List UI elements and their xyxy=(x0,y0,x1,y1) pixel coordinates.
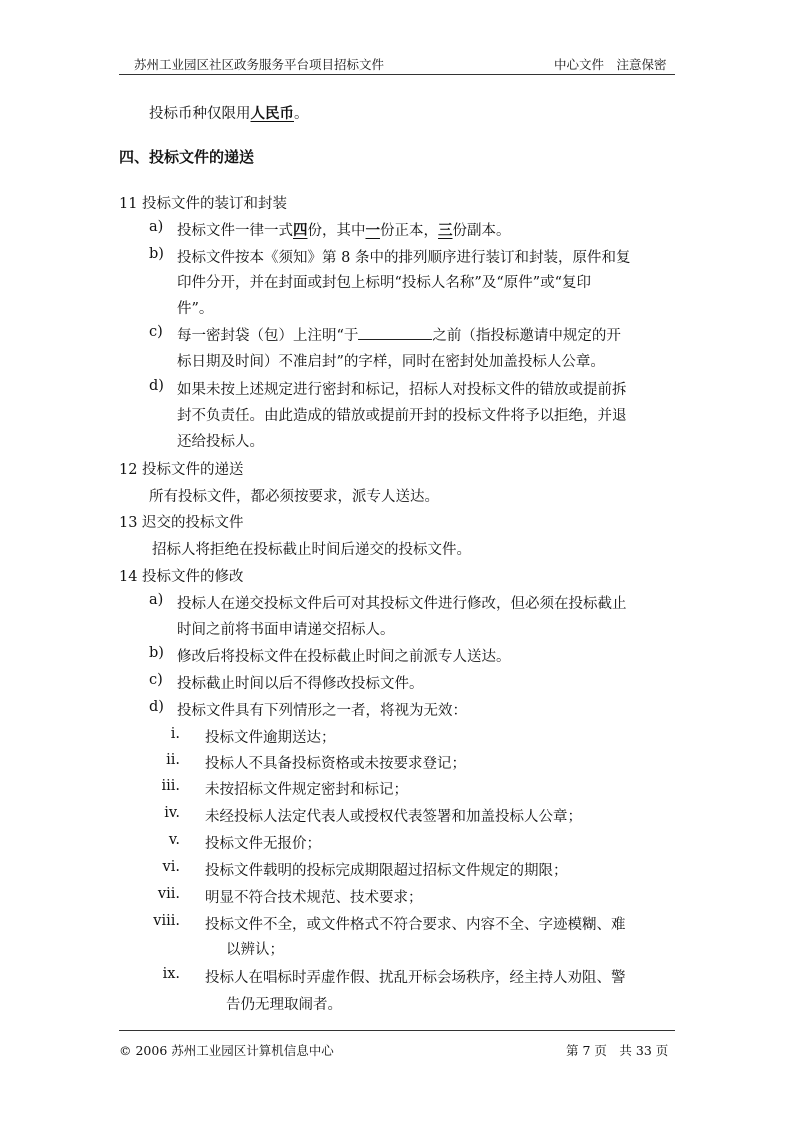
s14-b-text: 修改后将投标文件在投标截止时间之前派专人送达。 xyxy=(177,649,511,665)
s11-b-line2: 印件分开，并在封面或封包上标明“投标人名称”及“原件”或“复印 xyxy=(177,275,592,291)
roman-6-text: 投标文件载明的投标完成期限超过招标文件规定的期限； xyxy=(205,863,568,879)
currency-value: 人民币 xyxy=(250,105,294,122)
s11-title: 11 投标文件的装订和封装 xyxy=(119,196,288,212)
s11-a-n3: 三 xyxy=(438,222,453,239)
s11-a-text xyxy=(177,219,511,240)
s11-a-n1: 四 xyxy=(293,222,308,239)
s11-c-line1a: 每一密封袋（包）上注明“于 xyxy=(177,328,359,344)
roman-2-num: ii. xyxy=(166,752,180,768)
s11-a-n2: 一 xyxy=(365,222,380,239)
s11-a-t4: 份副本。 xyxy=(452,223,511,239)
header-right: 中心文件 注意保密 xyxy=(554,57,667,72)
roman-9-num: ix. xyxy=(162,966,180,982)
roman-8-num: viii. xyxy=(153,913,180,929)
s14-d-text: 投标文件具有下列情形之一者，将视为无效： xyxy=(177,703,467,719)
footer-left: © 2006 苏州工业园区计算机信息中心 xyxy=(119,1043,334,1058)
roman-5-text: 投标文件无报价； xyxy=(205,836,321,852)
s14-c-text: 投标截止时间以后不得修改投标文件。 xyxy=(177,676,424,692)
s11-c-line1b: 之前（指投标邀请中规定的开 xyxy=(432,328,621,344)
roman-4-num: iv. xyxy=(164,805,180,821)
currency-line xyxy=(149,102,309,123)
roman-3-num: iii. xyxy=(161,778,180,794)
roman-8-text: 投标文件不全，或文件格式不符合要求、内容不全、字迹模糊、难 xyxy=(205,917,626,933)
date-blank xyxy=(358,327,432,340)
roman-9-text: 投标人在唱标时弄虚作假、扰乱开标会场秩序，经主持人劝阻、警 xyxy=(205,970,626,986)
s14-d-marker: d) xyxy=(149,699,164,715)
roman-5-num: v. xyxy=(168,832,180,848)
roman-8-text2: 以辨认； xyxy=(226,942,284,958)
s11-c-line2: 标日期及时间）不准启封”的字样，同时在密封处加盖投标人公章。 xyxy=(177,354,605,370)
s14-title: 14 投标文件的修改 xyxy=(119,569,244,585)
roman-6-num: vi. xyxy=(162,859,180,875)
section-title: 四、投标文件的递送 xyxy=(119,148,255,166)
s14-a-marker: a) xyxy=(149,592,164,608)
s11-b-line3: 件”。 xyxy=(177,301,214,317)
s12-text: 所有投标文件，都必须按要求，派专人送达。 xyxy=(149,489,439,505)
s11-a-marker: a) xyxy=(149,219,164,235)
s11-c-marker: c) xyxy=(149,324,163,340)
roman-7-text: 明显不符合技术规范、技术要求； xyxy=(205,890,423,906)
roman-4-text: 未经投标人法定代表人或授权代表签署和加盖投标人公章； xyxy=(205,809,582,825)
roman-9-text2: 告仍无理取闹者。 xyxy=(226,997,342,1013)
s11-c-line1 xyxy=(177,324,621,345)
currency-suffix: 。 xyxy=(294,106,309,122)
currency-prefix: 投标币种仅限用 xyxy=(149,106,251,122)
s11-b-line1: 投标文件按本《须知》第 8 条中的排列顺序进行装订和封装，原件和复 xyxy=(177,250,631,266)
header-rule xyxy=(119,74,675,75)
roman-2-text: 投标人不具备投标资格或未按要求登记； xyxy=(205,756,466,772)
s11-d-line1: 如果未按上述规定进行密封和标记，招标人对投标文件的错放或提前拆 xyxy=(177,382,627,398)
s12-title: 12 投标文件的递送 xyxy=(119,462,244,478)
roman-1-num: i. xyxy=(170,726,180,742)
header-left: 苏州工业园区社区政务服务平台项目招标文件 xyxy=(134,57,385,72)
s11-d-marker: d) xyxy=(149,378,164,394)
footer-right: 第 7 页 共 33 页 xyxy=(566,1043,669,1058)
s14-b-marker: b) xyxy=(149,645,164,661)
s14-a-line1: 投标人在递交投标文件后可对其投标文件进行修改，但必须在投标截止 xyxy=(177,596,627,612)
s14-c-marker: c) xyxy=(149,672,163,688)
s11-b-marker: b) xyxy=(149,246,164,262)
roman-1-text: 投标文件逾期送达； xyxy=(205,730,336,746)
s13-text: 招标人将拒绝在投标截止时间后递交的投标文件。 xyxy=(152,542,471,558)
s14-a-line2: 时间之前将书面申请递交招标人。 xyxy=(177,622,395,638)
footer-rule xyxy=(119,1030,675,1031)
roman-7-num: vii. xyxy=(157,886,180,902)
s11-a-t3: 份正本， xyxy=(380,223,438,239)
s11-a-t1: 投标文件一律一式 xyxy=(177,223,293,239)
s11-d-line2: 封不负责任。由此造成的错放或提前开封的投标文件将予以拒绝，并退 xyxy=(177,408,627,424)
s13-title: 13 迟交的投标文件 xyxy=(119,515,244,531)
s11-d-line3: 还给投标人。 xyxy=(177,434,264,450)
roman-3-text: 未按招标文件规定密封和标记； xyxy=(205,782,408,798)
s11-a-t2: 份，其中 xyxy=(307,223,366,239)
